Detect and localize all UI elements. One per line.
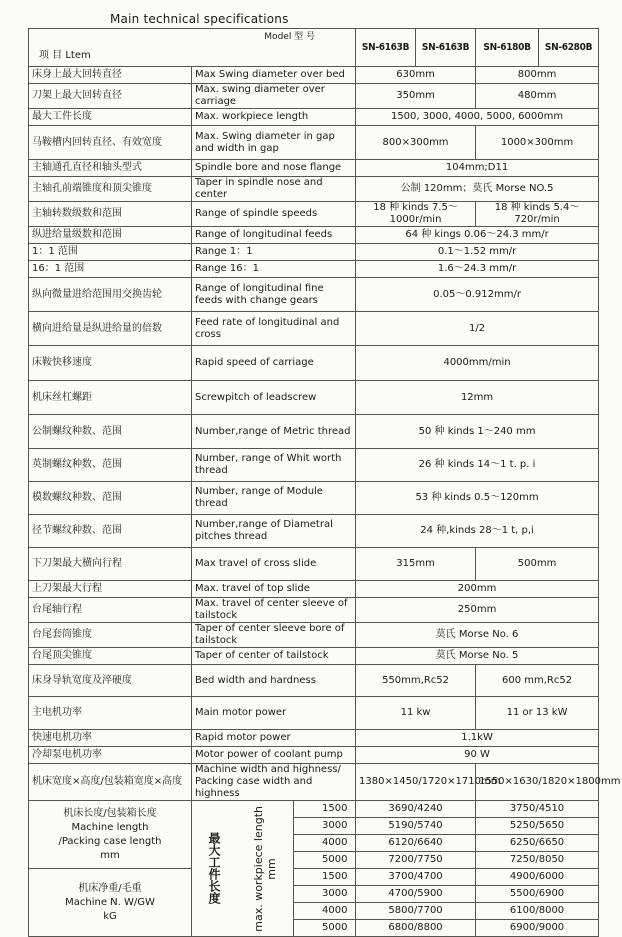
spec-row — [29, 515, 599, 548]
item-english: Max. Swing diameter in gap and width in gap — [192, 126, 356, 160]
value-6163: 7200/7750 — [356, 852, 476, 869]
spec-value-6163: 18 种 kinds 7.5～1000r/min — [356, 202, 476, 227]
spec-row — [29, 126, 599, 160]
spec-value: 0.05～0.912mm/r — [356, 278, 599, 312]
spec-row — [29, 84, 599, 109]
spec-table — [28, 28, 621, 937]
item-chinese: 床鞍快移速度 — [29, 346, 192, 381]
spec-row — [29, 160, 599, 177]
item-chinese: 冷却泵电机功率 — [29, 747, 192, 764]
value-6180: 3750/4510 — [476, 801, 599, 818]
model-header: SN-6180B — [476, 29, 539, 67]
spec-row — [29, 665, 599, 697]
spec-value-6163: 11 kw — [356, 697, 476, 730]
item-chinese: 上刀架最大行程 — [29, 581, 192, 598]
vertical-cn: 最大工件长度 — [207, 832, 221, 905]
spec-value: 64 种 kings 0.06～24.3 mm/r — [356, 227, 599, 244]
item-english: Number,range of Diametral pitches thread — [192, 515, 356, 548]
spec-value: 250mm — [356, 598, 599, 623]
value-6180: 6900/9000 — [476, 920, 599, 937]
spec-row — [29, 261, 599, 278]
spec-value-6180: 11 or 13 kW — [476, 697, 599, 730]
item-chinese: 台尾套筒锥度 — [29, 623, 192, 648]
spec-row — [29, 227, 599, 244]
item-english: Motor power of coolant pump — [192, 747, 356, 764]
item-chinese: 床身上最大回转直径 — [29, 67, 192, 84]
workpiece-length-value: 5000 — [294, 852, 356, 869]
item-english: Range 1：1 — [192, 244, 356, 261]
item-english: Max. swing diameter over carriage — [192, 84, 356, 109]
item-english: Max. travel of top slide — [192, 581, 356, 598]
spec-row — [29, 177, 599, 202]
value-6180: 7250/8050 — [476, 852, 599, 869]
workpiece-length-value: 3000 — [294, 886, 356, 903]
spec-row — [29, 548, 599, 581]
workpiece-length-value: 5000 — [294, 920, 356, 937]
spec-value: 1.1kW — [356, 730, 599, 747]
value-6163: 6800/8800 — [356, 920, 476, 937]
spec-value: 24 种,kinds 28～1 t, p,i — [356, 515, 599, 548]
spec-row — [29, 449, 599, 482]
spec-value: 莫氏 Morse No. 6 — [356, 623, 599, 648]
item-english: Range 16：1 — [192, 261, 356, 278]
item-chinese: 横向进给量是纵进给量的倍数 — [29, 312, 192, 346]
spec-value: 104mm;D11 — [356, 160, 599, 177]
spec-value: 1500, 3000, 4000, 5000, 6000mm — [356, 109, 599, 126]
spec-value: 53 种 kinds 0.5～120mm — [356, 482, 599, 515]
value-6180: 4900/6000 — [476, 869, 599, 886]
spec-value: 4000mm/min — [356, 346, 599, 381]
spec-value-6180: 600 mm,Rc52 — [476, 665, 599, 697]
spec-value-6180: 500mm — [476, 548, 599, 581]
machine-weight-label — [29, 869, 192, 937]
spec-row — [29, 581, 599, 598]
item-chinese: 台尾顶尖锥度 — [29, 648, 192, 665]
machine-length-label — [29, 801, 192, 869]
value-6180: 6250/6650 — [476, 835, 599, 852]
weight-row — [29, 869, 599, 886]
value-6163: 6120/6640 — [356, 835, 476, 852]
spec-value-6180: 800mm — [476, 67, 599, 84]
value-6180: 6100/8000 — [476, 903, 599, 920]
workpiece-length-value: 4000 — [294, 835, 356, 852]
spec-value: 1/2 — [356, 312, 599, 346]
item-english: Taper in spindle nose and center — [192, 177, 356, 202]
workpiece-length-value: 1500 — [294, 869, 356, 886]
spec-value: 1.6～24.3 mm/r — [356, 261, 599, 278]
page-title: Main technical specifications — [110, 12, 289, 26]
label-text: 机床净重/毛重 Machine N. W/GW kG — [65, 882, 155, 922]
spec-value: 0.1～1.52 mm/r — [356, 244, 599, 261]
item-chinese: 下刀架最大横向行程 — [29, 548, 192, 581]
spec-value-6180: 18 种 kinds 5.4～720r/min — [476, 202, 599, 227]
spec-value: 200mm — [356, 581, 599, 598]
workpiece-length-vertical-label — [192, 801, 294, 937]
model-label: Model 型 号 — [264, 32, 316, 42]
item-chinese: 主轴转数级数和范围 — [29, 202, 192, 227]
spec-value-6180: 1000×300mm — [476, 126, 599, 160]
item-chinese: 1：1 范围 — [29, 244, 192, 261]
spec-row — [29, 244, 599, 261]
item-english: Feed rate of longitudinal and cross — [192, 312, 356, 346]
item-chinese: 纵进给量级数和范围 — [29, 227, 192, 244]
item-chinese: 快速电机功率 — [29, 730, 192, 747]
item-chinese: 机床丝杠螺距 — [29, 381, 192, 415]
spec-row — [29, 415, 599, 449]
item-chinese: 径节螺纹种数、范围 — [29, 515, 192, 548]
spec-value: 50 种 kinds 1～240 mm — [356, 415, 599, 449]
item-chinese: 英制螺纹种数、范围 — [29, 449, 192, 482]
item-english: Max. workpiece length — [192, 109, 356, 126]
spec-value: 90 W — [356, 747, 599, 764]
spec-row — [29, 598, 599, 623]
workpiece-length-value: 3000 — [294, 818, 356, 835]
spec-value-6163: 630mm — [356, 67, 476, 84]
item-chinese: 16：1 范围 — [29, 261, 192, 278]
item-chinese: 主轴孔前端锥度和顶尖锥度 — [29, 177, 192, 202]
item-english: Max Swing diameter over bed — [192, 67, 356, 84]
length-row — [29, 801, 599, 818]
item-english: Range of longitudinal feeds — [192, 227, 356, 244]
spec-row — [29, 764, 599, 801]
item-english: Rapid motor power — [192, 730, 356, 747]
header-label-cell — [29, 29, 356, 67]
spec-row — [29, 202, 599, 227]
spec-value: 26 种 kinds 14～1 t. p. i — [356, 449, 599, 482]
item-english: Max travel of cross slide — [192, 548, 356, 581]
model-header: SN-6163B — [416, 29, 476, 67]
item-english: Range of longitudinal fine feeds with change gears — [192, 278, 356, 312]
value-6163: 5190/5740 — [356, 818, 476, 835]
item-chinese: 刀架上最大回转直径 — [29, 84, 192, 109]
header-row — [29, 29, 599, 67]
item-english: Screwpitch of leadscrew — [192, 381, 356, 415]
spec-row — [29, 697, 599, 730]
item-english: Rapid speed of carriage — [192, 346, 356, 381]
item-english: Range of spindle speeds — [192, 202, 356, 227]
item-chinese: 机床宽度×高度/包装箱宽度×高度 — [29, 764, 192, 801]
spec-value: 公制 120mm；莫氏 Morse NO.5 — [356, 177, 599, 202]
spec-value-6180: 480mm — [476, 84, 599, 109]
label-text: 机床长度/包装箱长度 Machine length /Packing case length mm — [58, 807, 162, 861]
model-header: SN-6163B — [356, 29, 416, 67]
spec-value-6163: 1380×1450/1720×1710mm — [356, 764, 476, 801]
value-6163: 3690/4240 — [356, 801, 476, 818]
workpiece-length-value: 4000 — [294, 903, 356, 920]
spec-value-6163: 800×300mm — [356, 126, 476, 160]
item-english: Number,range of Metric thread — [192, 415, 356, 449]
spec-row — [29, 312, 599, 346]
spec-value-6163: 315mm — [356, 548, 476, 581]
value-6180: 5250/5650 — [476, 818, 599, 835]
spec-row — [29, 67, 599, 84]
item-chinese: 模数螺纹种数、范围 — [29, 482, 192, 515]
spec-value-6163: 350mm — [356, 84, 476, 109]
item-chinese: 最大工件长度 — [29, 109, 192, 126]
vertical-en: max. workpiece length mm — [252, 805, 278, 932]
model-header: SN-6280B — [539, 29, 599, 67]
value-6163: 5800/7700 — [356, 903, 476, 920]
spec-row — [29, 346, 599, 381]
spec-row — [29, 278, 599, 312]
item-english: Max. travel of center sleeve of tailstock — [192, 598, 356, 623]
item-chinese: 台尾轴行程 — [29, 598, 192, 623]
item-english: Bed width and hardness — [192, 665, 356, 697]
spec-row — [29, 623, 599, 648]
item-english: Machine width and highness/ Packing case width and highness — [192, 764, 356, 801]
item-label: 项 目 Ltem — [39, 50, 91, 61]
workpiece-length-value: 1500 — [294, 801, 356, 818]
spec-row — [29, 747, 599, 764]
item-chinese: 主轴通孔直径和轴头型式 — [29, 160, 192, 177]
spec-row — [29, 482, 599, 515]
item-english: Number, range of Whit worth thread — [192, 449, 356, 482]
spec-row — [29, 648, 599, 665]
spec-value: 莫氏 Morse No. 5 — [356, 648, 599, 665]
item-chinese: 公制螺纹种数、范围 — [29, 415, 192, 449]
item-english: Main motor power — [192, 697, 356, 730]
spec-value-6180: 1550×1630/1820×1800mm — [476, 764, 599, 801]
item-english: Number, range of Module thread — [192, 482, 356, 515]
item-english: Taper of center sleeve bore of tailstock — [192, 623, 356, 648]
spec-row — [29, 381, 599, 415]
spec-value-6163: 550mm,Rc52 — [356, 665, 476, 697]
item-english: Taper of center of tailstock — [192, 648, 356, 665]
item-english: Spindle bore and nose flange — [192, 160, 356, 177]
item-chinese: 马鞍槽内回转直径、有效宽度 — [29, 126, 192, 160]
spec-row — [29, 730, 599, 747]
spec-row — [29, 109, 599, 126]
value-6163: 3700/4700 — [356, 869, 476, 886]
item-chinese: 纵向微量进给范围用交换齿轮 — [29, 278, 192, 312]
spec-value: 12mm — [356, 381, 599, 415]
value-6163: 4700/5900 — [356, 886, 476, 903]
item-chinese: 主电机功率 — [29, 697, 192, 730]
value-6180: 5500/6900 — [476, 886, 599, 903]
item-chinese: 床身导轨宽度及淬硬度 — [29, 665, 192, 697]
